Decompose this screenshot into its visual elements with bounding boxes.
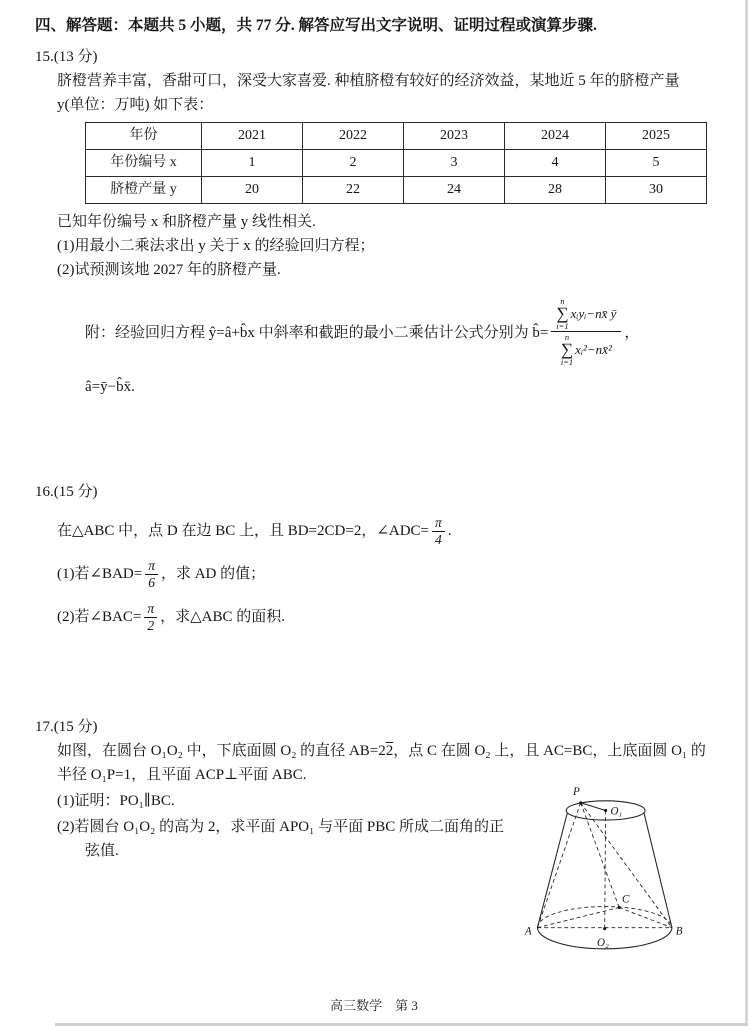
setup-text-end: . (447, 523, 452, 540)
problem-15-known: 已知年份编号 x 和脐橙产量 y 线性相关. (57, 214, 316, 230)
sigma-icon: ∑ (556, 303, 569, 323)
table-cell: 脐橙产量 y (86, 177, 202, 204)
table-cell: 20 (202, 177, 303, 204)
figure-points (579, 802, 621, 931)
pi-over-2-fraction (144, 601, 157, 633)
table-cell: 4 (505, 150, 606, 177)
bottom-circle-back-arc (537, 907, 672, 928)
point-C (617, 906, 620, 909)
table-cell: 22 (303, 177, 404, 204)
page-footer: 高三数学 第 3 (330, 998, 418, 1013)
regression-formula (85, 296, 710, 367)
table-cell: 2021 (202, 123, 303, 150)
table-cell: 24 (404, 177, 505, 204)
table-cell: 28 (505, 177, 606, 204)
fraction-numerator: π (147, 601, 155, 617)
sum-symbol (556, 297, 568, 330)
answer-space (35, 399, 710, 473)
segment-PC (580, 803, 618, 908)
fraction-denominator: 6 (145, 574, 158, 591)
q1-text-end: ，求 AD 的值； (160, 566, 266, 583)
table-cell: 2025 (606, 123, 707, 150)
table-cell: 3 (404, 150, 505, 177)
label-A: A (524, 925, 532, 938)
sigma-icon: ∑ (560, 339, 574, 359)
answer-space (35, 644, 710, 708)
intro-text-end: ，点 C 在圆 O₂ 上，且 AC=BC，上底面圆 O₁ 的半径 O₁P=1，且平面 ACP⊥平面 ABC. (57, 743, 706, 784)
q2-text: (2)若∠BAC= (57, 609, 142, 626)
problem-17-number: 17.(15 分) (35, 719, 98, 736)
label-O1: O₁ (610, 805, 622, 818)
production-table (85, 122, 707, 204)
sum-lower-limit: i=1 (560, 356, 574, 367)
table-row-years (86, 123, 707, 150)
label-B: B (675, 925, 683, 938)
table-cell: 2 (303, 150, 404, 177)
sum-lower-limit: i=1 (556, 320, 569, 331)
numerator-expression: xᵢyᵢ−nx̄ ȳ (570, 305, 617, 321)
fraction-numerator: π (148, 558, 155, 574)
fraction-numerator (551, 296, 621, 331)
point-P (579, 802, 582, 805)
problem-17-q1: (1)证明：PO₁∥BC. (57, 793, 175, 810)
ahat-formula: â=ȳ−b̂x̄. (85, 379, 135, 396)
table-cell: 1 (202, 150, 303, 177)
pi-over-4-fraction (432, 515, 445, 547)
problem-16 (35, 480, 710, 633)
sum-upper-limit: n (560, 296, 565, 306)
pi-over-6-fraction (145, 558, 158, 590)
figure-labels (524, 786, 683, 949)
formula-prefix: 附：经验回归方程 ŷ=â+b̂x 中斜率和截距的最小二乘估计公式分别为 b̂= (85, 325, 549, 342)
problem-15-number: 15.(13 分) (35, 49, 98, 65)
problem-17 (35, 715, 710, 968)
label-O2: O₂ (596, 937, 609, 950)
section-header: 四、解答题：本题共 5 小题，共 77 分. 解答应写出文字说明、证明过程或演算步骤. (35, 17, 597, 34)
segment-PB (580, 803, 671, 928)
label-C: C (621, 894, 629, 907)
fraction-denominator: 4 (432, 531, 445, 548)
intro-text: 如图，在圆台 O₁O₂ 中，下底面圆 O₂ 的直径 AB=2 (57, 743, 386, 760)
table-cell: 年份 (86, 123, 202, 150)
problem-17-lower (57, 787, 710, 968)
problem-16-q2 (57, 601, 710, 633)
fraction-denominator: 2 (144, 617, 157, 634)
problem-16-setup (57, 515, 710, 547)
fraction-numerator: π (435, 515, 442, 531)
table-cell: 2023 (404, 123, 505, 150)
problem-17-q2: (2)若圆台 O₁O₂ 的高为 2，求平面 APO₁ 与平面 PBC 所成二面角的正弦值. (57, 819, 504, 860)
label-P: P (572, 786, 580, 799)
table-cell: 5 (606, 150, 707, 177)
bhat-fraction (551, 296, 621, 367)
point-O2 (603, 927, 606, 930)
problem-15-intro: 脐橙营养丰富，香甜可口，深受大家喜爱. 种植脐橙有较好的经济效益，某地近 5 年的脐橙产量 y(单位：万吨) 如下表： (57, 73, 680, 113)
problem-15-q1: (1)用最小二乘法求出 y 关于 x 的经验回归方程； (57, 238, 375, 254)
formula-suffix: ， (624, 325, 640, 342)
table-row-y (86, 177, 707, 204)
right-slant-edge (644, 814, 672, 928)
problem-15 (35, 45, 710, 399)
problem-17-questions (57, 787, 509, 863)
point-O1 (604, 809, 607, 812)
q1-text: (1)若∠BAD= (57, 566, 143, 583)
sum-upper-limit: n (564, 332, 570, 343)
radius-PO1 (580, 803, 605, 811)
sum-symbol (561, 333, 573, 366)
segment-AC (537, 908, 619, 928)
setup-text: 在△ABC 中，点 D 在边 BC 上，且 BD=2CD=2，∠ADC= (57, 523, 430, 540)
sqrt-radicand: 2 (385, 743, 394, 760)
frustum-dashed-lines (537, 803, 672, 928)
problem-16-q1 (57, 558, 710, 590)
table-row-x (86, 150, 707, 177)
table-cell: 2024 (505, 123, 606, 150)
problem-16-number: 16.(15 分) (35, 484, 98, 501)
table-cell: 30 (606, 177, 707, 204)
fraction-denominator (551, 331, 621, 367)
left-slant-edge (537, 814, 567, 928)
frustum-figure (523, 773, 710, 968)
table-cell: 年份编号 x (86, 150, 202, 177)
table-cell: 2022 (303, 123, 404, 150)
denominator-expression: xᵢ²−nx̄² (575, 341, 612, 357)
problem-15-q2: (2)试预测该地 2027 年的脐橙产量. (57, 262, 281, 278)
q2-text-end: ，求△ABC 的面积. (160, 609, 286, 626)
